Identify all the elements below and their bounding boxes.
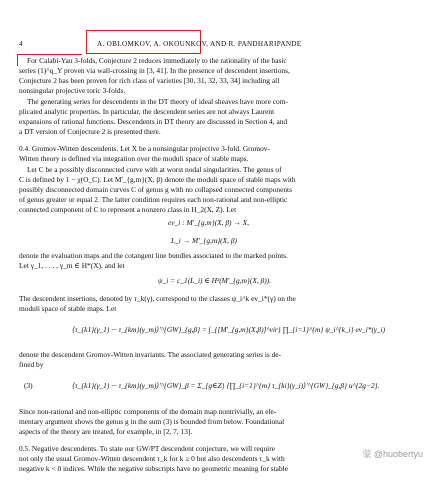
text-line: aspects of the theory are treated, for example, in [2, 7, 13]. [19,427,193,436]
text-line: Let γ_1, . . . , γ_m ∈ H*(X), and let [19,261,125,270]
text-line: Conjecture 2 has been proven for rich class of varieties [30, 31, 32, 33, 34] including all [19,76,280,85]
text-line: moduli space of stable maps. Let [19,304,117,313]
text-line: of genus greater or equal 2. The latter condition requires each non-rational and non-elliptic [19,195,288,204]
text-line: plicated analytic properties. In particular, the descendent series are not always Laurent [19,107,275,116]
text-line: For Calabi-Yau 3-folds, Conjecture 2 reduces immediately to the rationality of the basic [27,56,287,65]
text-line: The generating series for descendents in the DT theory of ideal sheaves have more com- [27,97,288,106]
text-line: Let C be a possibly disconnected curve with at worst nodal singularities. The genus of [27,165,282,174]
equation-evaluation-map: ev_i : M'_{g,m}(X, β) → X, [168,218,249,227]
text-line: The descendent insertions, denoted by τ_k(γ), correspond to the classes ψ_i^k ev_i*(γ) on the [19,294,296,303]
text-line: series (1)^q_Y proven via wall-crossing in [3, 41]. In the presence of descendent insertions, [19,66,290,75]
text-line: negative k < 0 indices. While the negative subscripts have no geometric meaning for stable [19,464,288,473]
equation-psi-class: ψ_i = c_1(L_i) ∈ H²(M'_{g,m}(X, β)). [158,276,271,285]
text-line: nonsingular projective toric 3-folds. [19,86,126,95]
text-line: possibly disconnected domain curves C of genus g with no collapsed connected components [19,185,292,194]
text-line: fined by [19,360,44,369]
text-line: expansions of rational functions. Descendents in DT theory are discussed in Section 4, and [19,117,288,126]
equation-gw-invariant: ⟨τ_{k1}(γ_1) ··· τ_{km}(γ_m)⟩'^{GW}_{g,β} = ∫_{[M'_{g,m}(X,β)]^vir} ∏_{i=1}^{m} ψ_i^{k_i} ev_i*(γ_i) [72,325,386,334]
text-line: Since non-rational and non-elliptic components of the domain map nontrivially, an ele- [19,407,277,416]
text-line: not only the usual Gromov-Witten descendent τ_k for k ≥ 0 but also descendents τ_k with [19,454,285,463]
text-line: mentary argument shows the genus g in the sum (3) is bounded from below. Foundational [19,417,285,426]
text-line: denote the descendent Gromov-Witten invariants. The associated generating series is de- [19,350,282,359]
author-header: A. OBLOMKOV, A. OKOUNKOV, AND R. PANDHARIPANDE [97,40,302,48]
text-line: denote the evaluation maps and the cotangent line bundles associated to the marked points. [19,251,288,260]
equation-cotangent-bundle: L_i → M'_{g,m}(X, β) [171,236,237,245]
text-line: a DT version of Conjecture 2 is presented there. [19,127,161,136]
equation-number: (3) [24,381,33,390]
section-heading: 0.4. Gromov-Witten descendents. Let X be a nonsingular projective 3-fold. Gromov- [19,144,270,153]
watermark: 蒙 @huobertyu [362,449,423,459]
text-line: C is defined by 1 − χ(O_C). Let M'_{g,m}(X, β) denote the moduli space of stable maps with [19,175,296,184]
page-number: 4 [19,39,23,48]
equation-generating-series: ⟨τ_{k1}(γ_1) ··· τ_{km}(γ_m)⟩'^{GW}_β = Σ_{g∈Z} ⟨∏_{i=1}^{m} τ_{ki}(γ_i)⟩'^{GW}_{g,β} u^{2g−2}. [72,381,380,390]
text-line: Witten theory is defined via integration over the moduli space of stable maps. [19,154,249,163]
section-heading: 0.5. Negative descendents. To state our GW/PT descendent conjecture, we will require [19,444,275,453]
text-line: connected component of C to represent a nonzero class in H_2(X, Z). Let [19,205,237,214]
running-header [19,39,417,51]
